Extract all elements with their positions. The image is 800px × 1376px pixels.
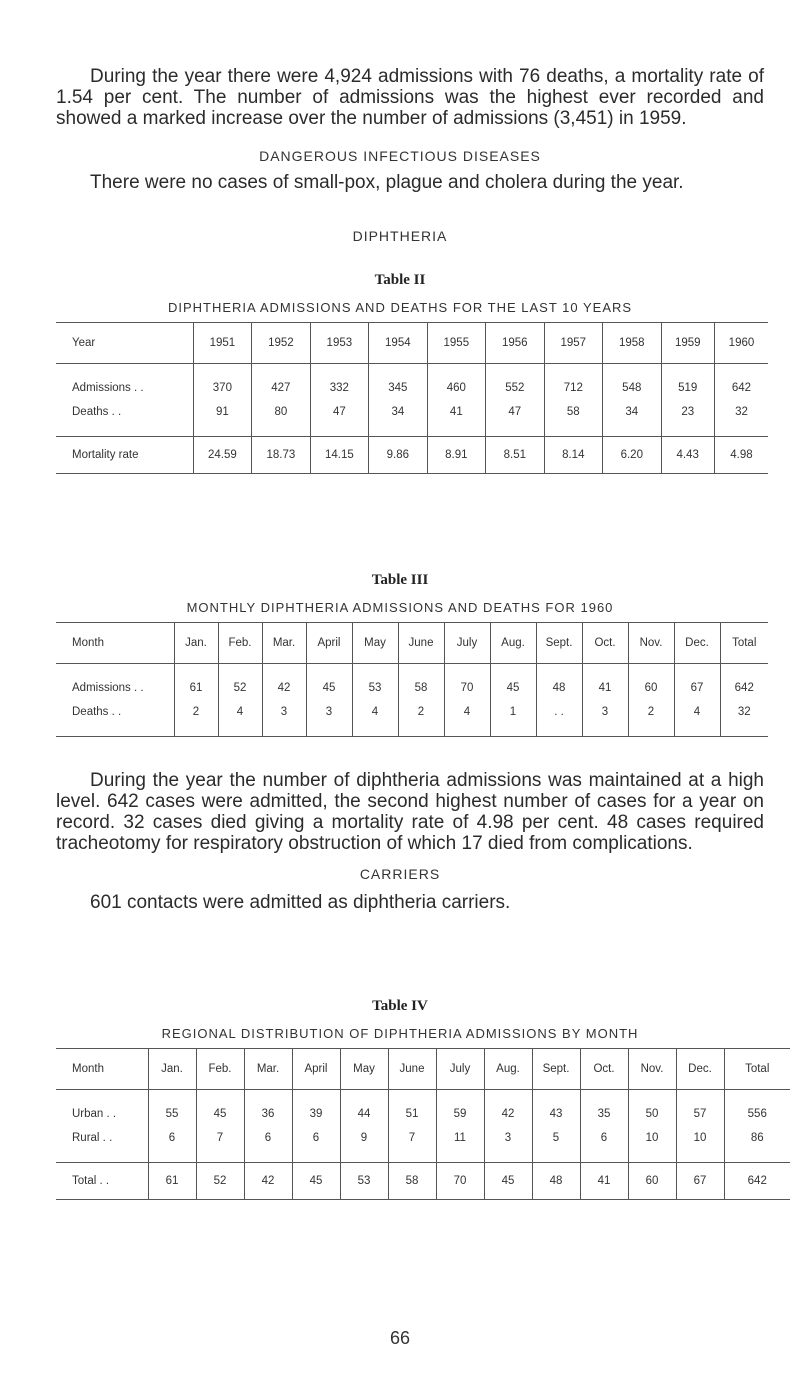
row-label: Admissions . . bbox=[72, 682, 144, 694]
table4 bbox=[56, 1048, 790, 1200]
cell: 67 bbox=[674, 676, 720, 700]
cell: 345 bbox=[369, 376, 427, 400]
cell: 45 bbox=[484, 1163, 532, 1200]
table4-subtitle: REGIONAL DISTRIBUTION OF DIPHTHERIA ADMISSIONS BY MONTH bbox=[161, 1026, 639, 1041]
month-header: Oct. bbox=[580, 1049, 628, 1090]
row-label: Admissions . . bbox=[72, 382, 144, 394]
cell: 60 bbox=[628, 1163, 676, 1200]
table2-year: 1959 bbox=[661, 323, 714, 364]
table4-row-total bbox=[56, 1163, 790, 1200]
cell: 55 bbox=[148, 1102, 196, 1126]
month-header: June bbox=[398, 623, 444, 664]
cell: 4 bbox=[444, 700, 490, 724]
cell: 24.59 bbox=[193, 437, 251, 474]
row-label: Urban . . bbox=[72, 1108, 117, 1120]
cell: 4 bbox=[352, 700, 398, 724]
table4-caption: Table IV bbox=[372, 998, 428, 1014]
cell: 47 bbox=[486, 400, 544, 424]
table2-header-label: Year bbox=[56, 323, 193, 364]
cell: 460 bbox=[427, 376, 485, 400]
cell: 3 bbox=[484, 1126, 532, 1150]
row-label: Total . . bbox=[56, 1163, 148, 1200]
cell: 32 bbox=[720, 700, 768, 724]
cell: 712 bbox=[544, 376, 602, 400]
cell: 57 bbox=[676, 1102, 724, 1126]
cell: 642 bbox=[714, 376, 768, 400]
table2-year: 1955 bbox=[427, 323, 485, 364]
table3-header-label: Month bbox=[56, 623, 174, 664]
cell: 53 bbox=[340, 1163, 388, 1200]
cell: 4 bbox=[218, 700, 262, 724]
diphtheria-heading: DIPHTHERIA bbox=[352, 228, 448, 244]
cell: 52 bbox=[196, 1163, 244, 1200]
table3-row-deaths bbox=[56, 700, 768, 724]
cell: 34 bbox=[369, 400, 427, 424]
cell: 519 bbox=[661, 376, 714, 400]
table2-row-deaths bbox=[56, 400, 768, 424]
cell: 34 bbox=[603, 400, 661, 424]
year-summary-paragraph: During the year the number of diphtheria admissions was maintained at a high level. 642 cases were admitted, the second highest number of cases for a year on record. 32 cases died giving a mortality rate of 4.98 per cent. 48 cases required tracheotomy for respiratory obstruction of which 17 died from complications. bbox=[56, 770, 764, 854]
cell: 3 bbox=[262, 700, 306, 724]
cell: 10 bbox=[676, 1126, 724, 1150]
cell: 59 bbox=[436, 1102, 484, 1126]
cell: 50 bbox=[628, 1102, 676, 1126]
table2-year: 1958 bbox=[603, 323, 661, 364]
row-label: Deaths . . bbox=[72, 706, 122, 718]
cell: 23 bbox=[661, 400, 714, 424]
cell: 370 bbox=[193, 376, 251, 400]
table2-year: 1952 bbox=[252, 323, 310, 364]
table2-row-admissions bbox=[56, 376, 768, 400]
total-header: Total bbox=[724, 1049, 790, 1090]
table3-header-row bbox=[56, 623, 768, 664]
cell: 52 bbox=[218, 676, 262, 700]
month-header: Dec. bbox=[676, 1049, 724, 1090]
cell: 14.15 bbox=[310, 437, 368, 474]
cell: 45 bbox=[196, 1102, 244, 1126]
cell: 58 bbox=[398, 676, 444, 700]
month-header: Feb. bbox=[196, 1049, 244, 1090]
cell: 556 bbox=[724, 1102, 790, 1126]
month-header: Aug. bbox=[484, 1049, 532, 1090]
month-header: Mar. bbox=[244, 1049, 292, 1090]
month-header: April bbox=[292, 1049, 340, 1090]
cell: 6 bbox=[148, 1126, 196, 1150]
cell: 41 bbox=[580, 1163, 628, 1200]
table2 bbox=[56, 322, 768, 474]
cell: 42 bbox=[244, 1163, 292, 1200]
month-header: Mar. bbox=[262, 623, 306, 664]
table2-header-row bbox=[56, 323, 768, 364]
month-header: Feb. bbox=[218, 623, 262, 664]
cell: 6.20 bbox=[603, 437, 661, 474]
cell: 61 bbox=[148, 1163, 196, 1200]
page-number: 66 bbox=[389, 1328, 411, 1348]
cell: 642 bbox=[724, 1163, 790, 1200]
cell: 86 bbox=[724, 1126, 790, 1150]
cell: 3 bbox=[582, 700, 628, 724]
table2-year: 1953 bbox=[310, 323, 368, 364]
cell: 61 bbox=[174, 676, 218, 700]
cell: 2 bbox=[398, 700, 444, 724]
table2-year: 1954 bbox=[369, 323, 427, 364]
cell: 552 bbox=[486, 376, 544, 400]
cell: 5 bbox=[532, 1126, 580, 1150]
month-header: Nov. bbox=[628, 623, 674, 664]
cell: 18.73 bbox=[252, 437, 310, 474]
cell: 642 bbox=[720, 676, 768, 700]
cell: 32 bbox=[714, 400, 768, 424]
dangerous-diseases-heading: DANGEROUS INFECTIOUS DISEASES bbox=[259, 148, 541, 164]
table3-row-admissions bbox=[56, 676, 768, 700]
cell: 7 bbox=[388, 1126, 436, 1150]
month-header: Nov. bbox=[628, 1049, 676, 1090]
cell: 8.14 bbox=[544, 437, 602, 474]
row-label: Deaths . . bbox=[72, 406, 122, 418]
cell: 4.98 bbox=[714, 437, 768, 474]
intro-paragraph: During the year there were 4,924 admissions with 76 deaths, a mortality rate of 1.54 per cent. The number of admissions was the highest ever recorded and showed a marked increase over the number of admissions (3,451) in 1959. bbox=[56, 66, 764, 129]
cell: 60 bbox=[628, 676, 674, 700]
table4-row-rural bbox=[56, 1126, 790, 1150]
cell: 39 bbox=[292, 1102, 340, 1126]
cell: 48 bbox=[532, 1163, 580, 1200]
month-header: Oct. bbox=[582, 623, 628, 664]
cell: 3 bbox=[306, 700, 352, 724]
month-header: July bbox=[436, 1049, 484, 1090]
table4-header-label: Month bbox=[56, 1049, 148, 1090]
cell: 58 bbox=[544, 400, 602, 424]
cell: 80 bbox=[252, 400, 310, 424]
cell: 10 bbox=[628, 1126, 676, 1150]
cell: 42 bbox=[484, 1102, 532, 1126]
cell: 427 bbox=[252, 376, 310, 400]
carriers-heading: CARRIERS bbox=[359, 866, 441, 882]
total-header: Total bbox=[720, 623, 768, 664]
table2-subtitle: DIPHTHERIA ADMISSIONS AND DEATHS FOR THE LAST 10 YEARS bbox=[167, 300, 633, 315]
table2-year: 1960 bbox=[714, 323, 768, 364]
month-header: June bbox=[388, 1049, 436, 1090]
cell: 8.91 bbox=[427, 437, 485, 474]
month-header: Jan. bbox=[148, 1049, 196, 1090]
cell: 51 bbox=[388, 1102, 436, 1126]
cell: 6 bbox=[580, 1126, 628, 1150]
cell: 58 bbox=[388, 1163, 436, 1200]
cell: 9.86 bbox=[369, 437, 427, 474]
cell: 11 bbox=[436, 1126, 484, 1150]
table4-row-urban bbox=[56, 1102, 790, 1126]
cell: 4 bbox=[674, 700, 720, 724]
cell: 48 bbox=[536, 676, 582, 700]
cell: 9 bbox=[340, 1126, 388, 1150]
cell: 70 bbox=[436, 1163, 484, 1200]
month-header: Sept. bbox=[532, 1049, 580, 1090]
cell: 41 bbox=[582, 676, 628, 700]
cell: 91 bbox=[193, 400, 251, 424]
cell: 41 bbox=[427, 400, 485, 424]
month-header: Dec. bbox=[674, 623, 720, 664]
table2-year: 1957 bbox=[544, 323, 602, 364]
month-header: May bbox=[340, 1049, 388, 1090]
month-header: May bbox=[352, 623, 398, 664]
month-header: Sept. bbox=[536, 623, 582, 664]
cell: 70 bbox=[444, 676, 490, 700]
cell: 53 bbox=[352, 676, 398, 700]
table4-header-row bbox=[56, 1049, 790, 1090]
table2-caption: Table II bbox=[374, 272, 426, 288]
table2-row-mortality bbox=[56, 437, 768, 474]
cell: 7 bbox=[196, 1126, 244, 1150]
cell: 47 bbox=[310, 400, 368, 424]
cell: 2 bbox=[628, 700, 674, 724]
row-label: Rural . . bbox=[72, 1132, 113, 1144]
cell: 6 bbox=[244, 1126, 292, 1150]
cell: 1 bbox=[490, 700, 536, 724]
cell: 35 bbox=[580, 1102, 628, 1126]
cell: 36 bbox=[244, 1102, 292, 1126]
month-header: Jan. bbox=[174, 623, 218, 664]
table3-subtitle: MONTHLY DIPHTHERIA ADMISSIONS AND DEATHS FOR 1960 bbox=[186, 600, 614, 615]
cell: 44 bbox=[340, 1102, 388, 1126]
cell: . . bbox=[536, 700, 582, 724]
table3 bbox=[56, 622, 768, 737]
dangerous-diseases-text: There were no cases of small-pox, plague and cholera during the year. bbox=[90, 172, 684, 193]
cell: 45 bbox=[292, 1163, 340, 1200]
cell: 8.51 bbox=[486, 437, 544, 474]
month-header: July bbox=[444, 623, 490, 664]
carriers-text: 601 contacts were admitted as diphtheria carriers. bbox=[90, 892, 511, 913]
row-label: Mortality rate bbox=[56, 437, 193, 474]
cell: 6 bbox=[292, 1126, 340, 1150]
table3-caption: Table III bbox=[371, 572, 429, 588]
cell: 43 bbox=[532, 1102, 580, 1126]
month-header: Aug. bbox=[490, 623, 536, 664]
cell: 45 bbox=[490, 676, 536, 700]
table2-year: 1956 bbox=[486, 323, 544, 364]
table2-year: 1951 bbox=[193, 323, 251, 364]
cell: 45 bbox=[306, 676, 352, 700]
month-header: April bbox=[306, 623, 352, 664]
cell: 42 bbox=[262, 676, 306, 700]
cell: 4.43 bbox=[661, 437, 714, 474]
cell: 332 bbox=[310, 376, 368, 400]
cell: 2 bbox=[174, 700, 218, 724]
cell: 67 bbox=[676, 1163, 724, 1200]
cell: 548 bbox=[603, 376, 661, 400]
